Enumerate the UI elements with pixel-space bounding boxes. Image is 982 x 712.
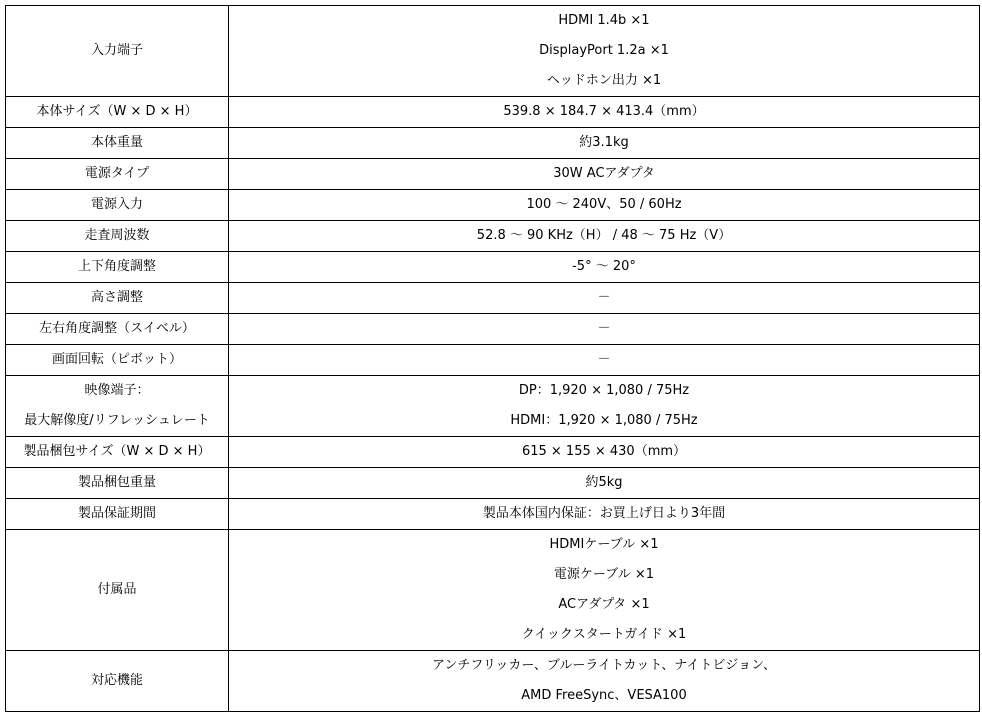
spec-value: 539.8 × 184.7 × 413.4（mm） [503, 104, 705, 119]
spec-row [6, 283, 980, 314]
spec-row [6, 128, 980, 159]
spec-value: -5° ～ 20° [572, 259, 636, 274]
spec-value: DisplayPort 1.2a ×1 [539, 43, 669, 58]
spec-value-cell [229, 314, 980, 345]
spec-row [6, 6, 980, 97]
spec-label-cell [6, 128, 229, 159]
spec-value: AMD FreeSync、VESA100 [521, 688, 687, 703]
spec-label-cell [6, 190, 229, 221]
spec-row [6, 221, 980, 252]
spec-value: ヘッドホン出力 ×1 [546, 73, 662, 88]
spec-value-cell [229, 221, 980, 252]
spec-value-cell [229, 499, 980, 530]
spec-value-cell [229, 376, 980, 437]
spec-label-cell [6, 499, 229, 530]
spec-label-cell [6, 376, 229, 437]
spec-value: クイックスタートガイド ×1 [521, 627, 687, 642]
spec-value-cell [229, 437, 980, 468]
spec-label-cell [6, 221, 229, 252]
spec-value: 電源ケーブル ×1 [553, 567, 655, 582]
spec-value-cell [229, 128, 980, 159]
spec-row [6, 314, 980, 345]
spec-value-cell [229, 6, 980, 97]
spec-value: 30W ACアダプタ [553, 166, 655, 181]
spec-row [6, 651, 980, 712]
spec-value-cell [229, 651, 980, 712]
spec-label-cell [6, 283, 229, 314]
spec-label-cell [6, 345, 229, 376]
spec-label-cell [6, 530, 229, 651]
spec-value-cell [229, 97, 980, 128]
spec-table-body [6, 6, 980, 712]
spec-row [6, 437, 980, 468]
spec-row [6, 530, 980, 651]
spec-label-cell [6, 97, 229, 128]
spec-value-cell [229, 530, 980, 651]
spec-value: 52.8 ～ 90 KHz（H） / 48 ～ 75 Hz（V） [476, 228, 732, 243]
spec-value: アンチフリッカー、ブルーライトカット、ナイトビジョン、 [431, 658, 777, 673]
spec-value: 約5kg [585, 475, 623, 490]
spec-label: 製品梱包サイズ（W × D × H） [23, 444, 211, 459]
spec-value-cell [229, 190, 980, 221]
spec-value: ACアダプタ ×1 [558, 597, 650, 612]
spec-row [6, 252, 980, 283]
spec-value: HDMI：1,920 × 1,080 / 75Hz [510, 413, 698, 428]
spec-value: 約3.1kg [579, 135, 629, 150]
spec-value: HDMIケーブル ×1 [549, 537, 659, 552]
spec-value: 615 × 155 × 430（mm） [521, 444, 687, 459]
spec-row [6, 159, 980, 190]
spec-label: 対応機能 [90, 673, 143, 688]
spec-value: － [597, 352, 611, 367]
spec-value: 製品本体国内保証：お買上げ日より3年間 [482, 506, 726, 521]
spec-value-cell [229, 345, 980, 376]
spec-value-cell [229, 468, 980, 499]
spec-table [5, 5, 980, 712]
spec-label: 左右角度調整（スイベル） [39, 321, 195, 336]
spec-label: 入力端子 [90, 43, 143, 58]
spec-label-cell [6, 468, 229, 499]
spec-label: 付属品 [97, 582, 137, 597]
spec-label-cell [6, 252, 229, 283]
spec-label: 製品保証期間 [77, 506, 156, 521]
spec-label: 最大解像度/リフレッシュレート [24, 413, 210, 428]
spec-label-cell [6, 159, 229, 190]
spec-value-cell [229, 252, 980, 283]
spec-label: 高さ調整 [90, 290, 143, 305]
spec-value: － [597, 321, 611, 336]
spec-value: － [597, 290, 611, 305]
spec-value: DP：1,920 × 1,080 / 75Hz [518, 383, 690, 398]
spec-value: HDMI 1.4b ×1 [558, 13, 650, 28]
spec-value: 100 ～ 240V、50 / 60Hz [526, 197, 682, 212]
spec-label: 画面回転（ピボット） [51, 352, 182, 367]
spec-label-cell [6, 651, 229, 712]
spec-label: 本体サイズ（W × D × H） [36, 104, 198, 119]
spec-row [6, 97, 980, 128]
spec-value-cell [229, 159, 980, 190]
spec-row [6, 345, 980, 376]
spec-label-cell [6, 314, 229, 345]
spec-row [6, 468, 980, 499]
spec-label-cell [6, 437, 229, 468]
spec-row [6, 499, 980, 530]
spec-label: 走査周波数 [84, 228, 150, 243]
spec-row [6, 376, 980, 437]
spec-row [6, 190, 980, 221]
spec-label-cell [6, 6, 229, 97]
spec-label: 電源入力 [90, 197, 143, 212]
spec-label: 電源タイプ [84, 166, 150, 181]
spec-label: 映像端子： [84, 383, 150, 398]
spec-value-cell [229, 283, 980, 314]
spec-label: 本体重量 [90, 135, 143, 150]
spec-label: 上下角度調整 [77, 259, 156, 274]
spec-label: 製品梱包重量 [77, 475, 156, 490]
